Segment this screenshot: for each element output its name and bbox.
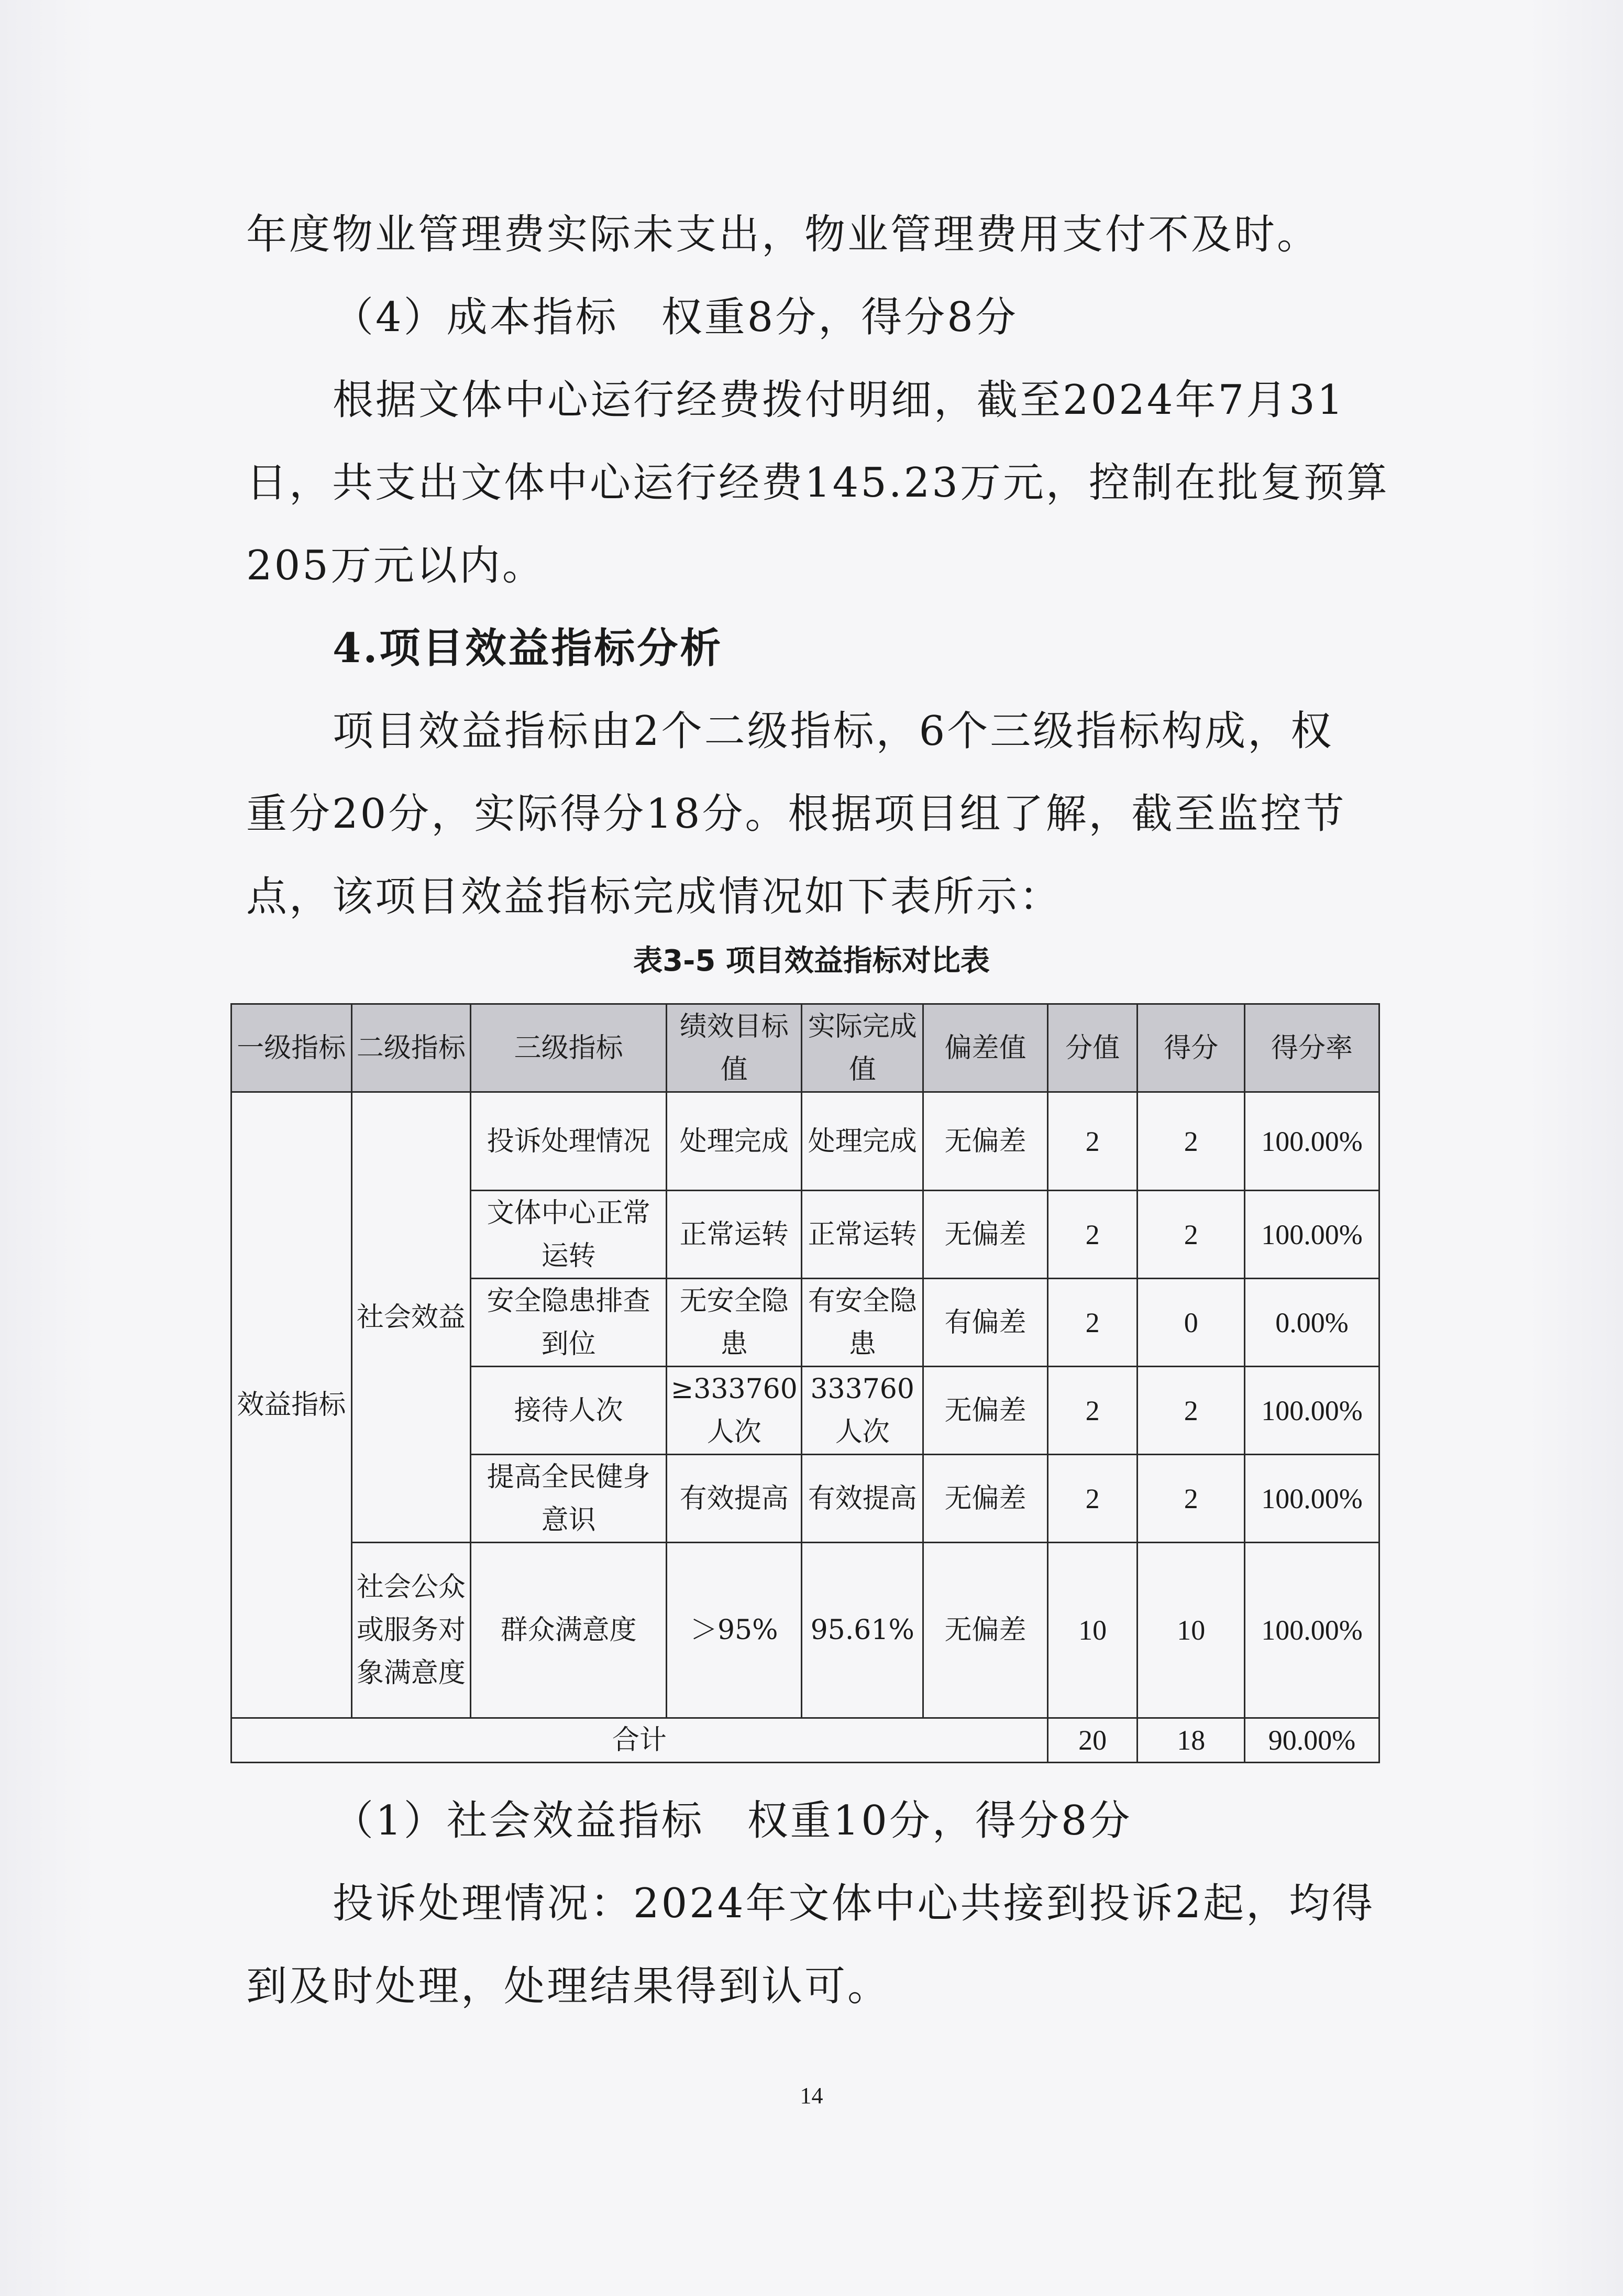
- social-benefit-heading: （1）社会效益指标 权重10分，得分8分: [333, 1797, 1132, 1844]
- level1-cell: 效益指标: [231, 1092, 352, 1718]
- paragraph-line: 根据文体中心运行经费拨付明细，截至2024年7月31: [333, 377, 1345, 424]
- rate-cell: 100.00%: [1245, 1543, 1379, 1718]
- header-cell: 得分: [1138, 1004, 1245, 1092]
- deviation-cell: 有偏差: [923, 1279, 1048, 1367]
- total-label-cell: 合计: [231, 1718, 1048, 1763]
- actual-cell: 有安全隐患: [802, 1279, 923, 1367]
- deviation-cell: 无偏差: [923, 1543, 1048, 1718]
- deviation-cell: 无偏差: [923, 1191, 1048, 1279]
- header-cell: 分值: [1047, 1004, 1138, 1092]
- header-cell: 得分率: [1245, 1004, 1379, 1092]
- deviation-cell: 无偏差: [923, 1367, 1048, 1455]
- got-cell: 2: [1138, 1367, 1245, 1455]
- level3-cell: 投诉处理情况: [471, 1092, 667, 1191]
- paragraph-line: 项目效益指标由2个二级指标，6个三级指标构成，权: [333, 708, 1334, 755]
- score-cell: 2: [1047, 1092, 1138, 1191]
- rate-cell: 100.00%: [1245, 1367, 1379, 1455]
- header-cell: 一级指标: [231, 1004, 352, 1092]
- target-cell: 有效提高: [667, 1455, 802, 1543]
- actual-cell: 333760人次: [802, 1367, 923, 1455]
- actual-cell: 有效提高: [802, 1455, 923, 1543]
- got-cell: 10: [1138, 1543, 1245, 1718]
- rate-cell: 0.00%: [1245, 1279, 1379, 1367]
- got-cell: 2: [1138, 1191, 1245, 1279]
- target-cell: ＞95%: [667, 1543, 802, 1718]
- paragraph-line: 点，该项目效益指标完成情况如下表所示：: [246, 873, 1063, 920]
- score-cell: 2: [1047, 1279, 1138, 1367]
- level3-cell: 接待人次: [471, 1367, 667, 1455]
- cost-indicator-heading: （4）成本指标 权重8分，得分8分: [333, 294, 1018, 341]
- level3-cell: 文体中心正常运转: [471, 1191, 667, 1279]
- header-cell: 二级指标: [351, 1004, 471, 1092]
- deviation-cell: 无偏差: [923, 1092, 1048, 1191]
- paragraph-line: 到及时处理，处理结果得到认可。: [246, 1963, 891, 2010]
- header-cell: 实际完成值: [802, 1004, 923, 1092]
- total-got-cell: 18: [1138, 1718, 1245, 1763]
- score-cell: 2: [1047, 1191, 1138, 1279]
- header-cell: 偏差值: [923, 1004, 1048, 1092]
- table-caption: 表3-5 项目效益指标对比表: [633, 944, 990, 978]
- total-rate-cell: 90.00%: [1245, 1718, 1379, 1763]
- rate-cell: 100.00%: [1245, 1191, 1379, 1279]
- table-row: [231, 1543, 1379, 1718]
- table-row: [231, 1092, 1379, 1191]
- paragraph-line: 年度物业管理费实际未支出，物业管理费用支付不及时。: [246, 211, 1320, 258]
- actual-cell: 正常运转: [802, 1191, 923, 1279]
- level3-cell: 安全隐患排查到位: [471, 1279, 667, 1367]
- level3-cell: 群众满意度: [471, 1543, 667, 1718]
- target-cell: 处理完成: [667, 1092, 802, 1191]
- actual-cell: 95.61%: [802, 1543, 923, 1718]
- rate-cell: 100.00%: [1245, 1455, 1379, 1543]
- table-header-row: [231, 1004, 1379, 1092]
- got-cell: 0: [1138, 1279, 1245, 1367]
- paragraph-line: 205万元以内。: [246, 542, 545, 589]
- rate-cell: 100.00%: [1245, 1092, 1379, 1191]
- level2-cell: 社会效益: [351, 1092, 471, 1543]
- page-number: 14: [800, 2083, 823, 2108]
- target-cell: 正常运转: [667, 1191, 802, 1279]
- paragraph-line: 重分20分，实际得分18分。根据项目组了解，截至监控节: [246, 790, 1346, 838]
- benefit-indicator-table: [230, 1003, 1380, 1763]
- section-heading: 4.项目效益指标分析: [333, 624, 723, 672]
- header-cell: 绩效目标值: [667, 1004, 802, 1092]
- score-cell: 2: [1047, 1455, 1138, 1543]
- header-cell: 三级指标: [471, 1004, 667, 1092]
- level2-cell: 社会公众或服务对象满意度: [351, 1543, 471, 1718]
- target-cell: 无安全隐患: [667, 1279, 802, 1367]
- got-cell: 2: [1138, 1455, 1245, 1543]
- paragraph-line: 投诉处理情况：2024年文体中心共接到投诉2起，均得: [333, 1880, 1375, 1927]
- score-cell: 10: [1047, 1543, 1138, 1718]
- score-cell: 2: [1047, 1367, 1138, 1455]
- target-cell: ≥333760人次: [667, 1367, 802, 1455]
- total-score-cell: 20: [1047, 1718, 1138, 1763]
- got-cell: 2: [1138, 1092, 1245, 1191]
- total-row: [231, 1718, 1379, 1763]
- level3-cell: 提高全民健身意识: [471, 1455, 667, 1543]
- actual-cell: 处理完成: [802, 1092, 923, 1191]
- deviation-cell: 无偏差: [923, 1455, 1048, 1543]
- paragraph-line: 日，共支出文体中心运行经费145.23万元，控制在批复预算: [246, 459, 1389, 507]
